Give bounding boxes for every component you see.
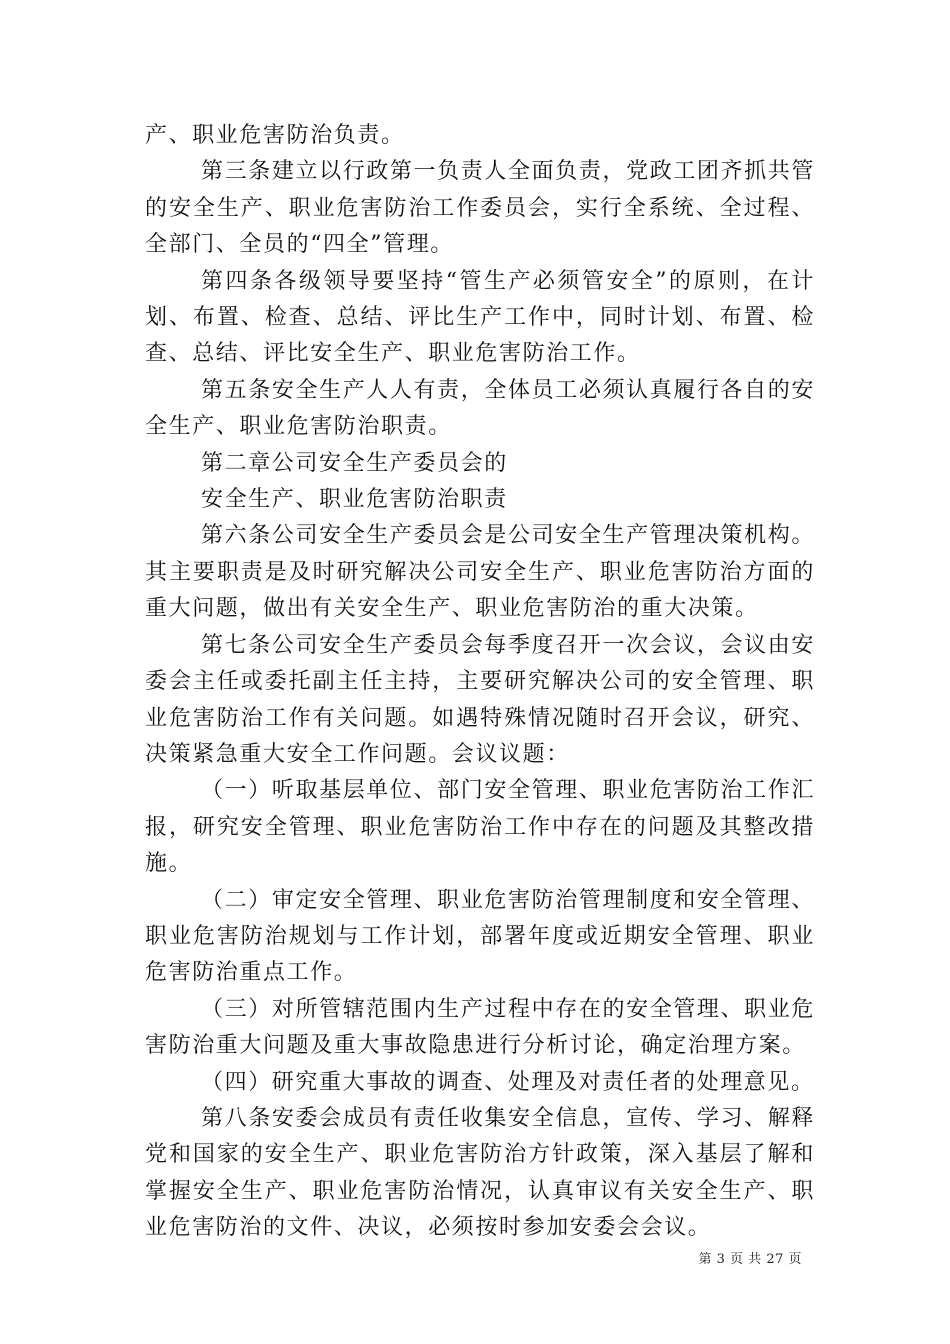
paragraph-article-7: 第七条公司安全生产委员会每季度召开一次会议，会议由安委会主任或委托副主任主持，主要研究解决公司的安全管理、职业危害防治工作有关问题。如遇特殊情况随时召开会议，研究、决策紧急重大安全工作问题。会议议题：	[145, 632, 815, 767]
page-number-footer: 第 3 页 共 27 页	[698, 1252, 802, 1267]
paragraph-continuation: 产、职业危害防治负责。	[145, 123, 405, 148]
list-item-2: （二）审定安全管理、职业危害防治管理制度和安全管理、职业危害防治规划与工作计划，部署年度或近期安全管理、职业危害防治重点工作。	[145, 887, 815, 986]
paragraph-article-5: 第五条安全生产人人有责，全体员工必须认真履行各自的安全生产、职业危害防治职责。	[145, 377, 815, 440]
chapter-heading-line-1: 第二章公司安全生产委员会的	[201, 450, 508, 476]
paragraph-article-4: 第四条各级领导要坚持“管生产必须管安全”的原则，在计划、布置、检查、总结、评比生产工作中，同时计划、布置、检查、总结、评比安全生产、职业危害防治工作。	[145, 268, 815, 367]
paragraph-article-8: 第八条安委会成员有责任收集安全信息，宣传、学习、解释党和国家的安全生产、职业危害防治方针政策，深入基层了解和掌握安全生产、职业危害防治情况，认真审议有关安全生产、职业危害防治的文件、决议，必须按时参加安委会会议。	[145, 1105, 815, 1241]
paragraph-article-3: 第三条建立以行政第一负责人全面负责，党政工团齐抓共管的安全生产、职业危害防治工作委员会，实行全系统、全过程、全部门、全员的“四全”管理。	[145, 159, 815, 258]
list-item-4: （四）研究重大事故的调查、处理及对责任者的处理意见。	[201, 1069, 815, 1095]
document-body	[145, 118, 815, 1247]
list-item-3: （三）对所管辖范围内生产过程中存在的安全管理、职业危害防治重大问题及重大事故隐患进行分析讨论，确定治理方案。	[145, 996, 815, 1059]
chapter-heading-line-2: 安全生产、职业危害防治职责	[201, 487, 508, 513]
paragraph-article-6: 第六条公司安全生产委员会是公司安全生产管理决策机构。其主要职责是及时研究解决公司安全生产、职业危害防治方面的重大问题，做出有关安全生产、职业危害防治的重大决策。	[145, 523, 815, 622]
list-item-1: （一）听取基层单位、部门安全管理、职业危害防治工作汇报，研究安全管理、职业危害防治工作中存在的问题及其整改措施。	[145, 778, 815, 877]
